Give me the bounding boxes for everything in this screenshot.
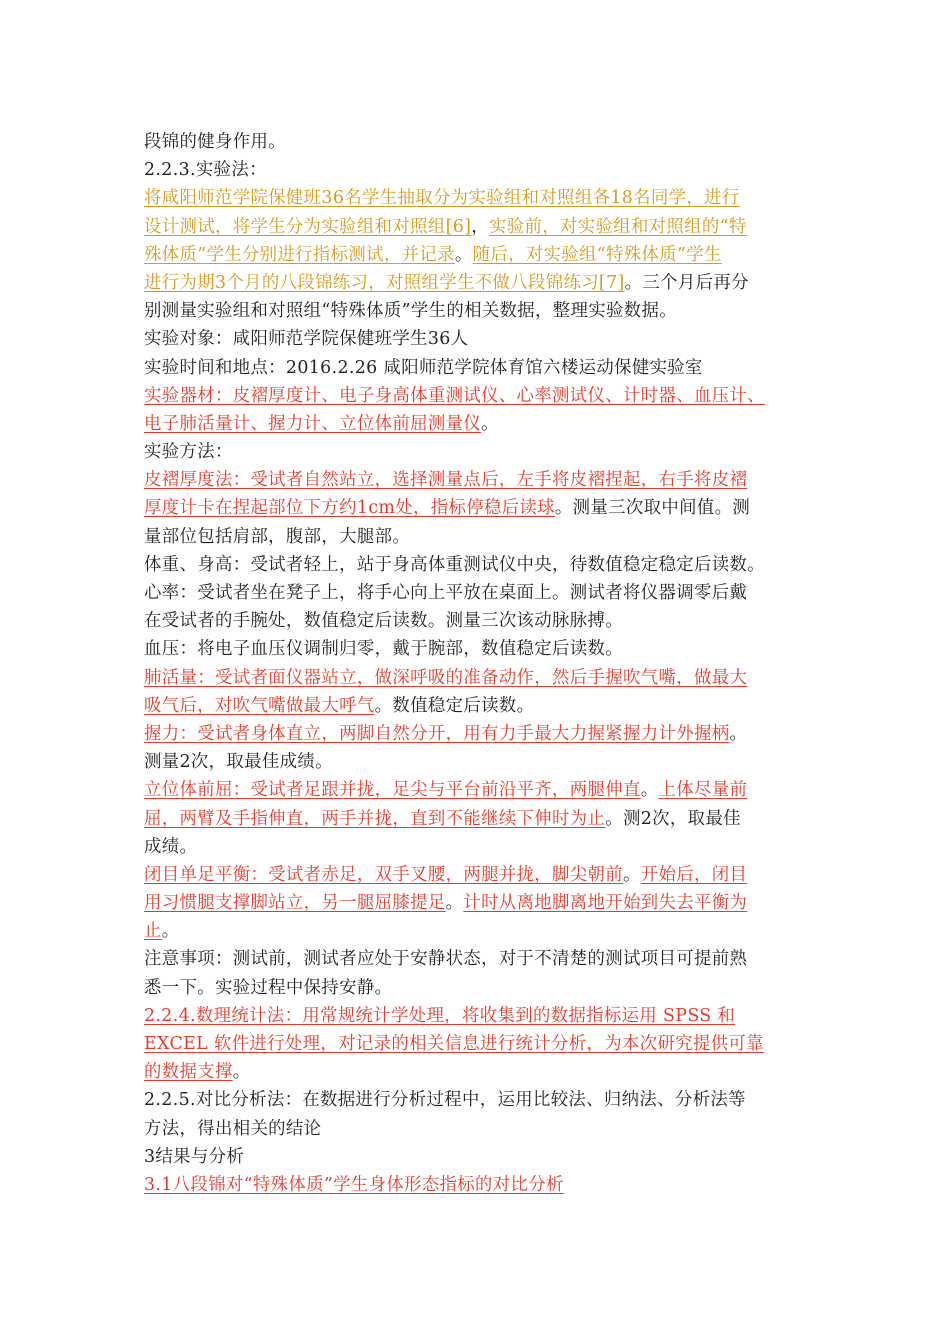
highlighted-text-yellow: 殊体质”学生分别进行指标测试，并记录 xyxy=(144,244,455,265)
text-line xyxy=(144,861,816,889)
text-line xyxy=(144,664,816,692)
text-segment: 体重、身高：受试者轻上，站于身高体重测试仪中央，待数值稳定稳定后读数。 xyxy=(144,554,765,575)
highlighted-text-red: 开始后，闭目 xyxy=(640,864,748,885)
text-line xyxy=(144,889,816,917)
text-line xyxy=(144,607,816,635)
highlighted-text-red: 的数据支撑 xyxy=(144,1062,233,1083)
text-segment: 。测量三次取中间值。测 xyxy=(554,498,751,519)
text-segment: 注意事项：测试前，测试者应处于安静状态，对于不清楚的测试项目可提前熟 xyxy=(144,949,748,970)
text-line xyxy=(144,805,816,833)
highlighted-text-red: 3.1八段锦对“特殊体质”学生身体形态指标的对比分析 xyxy=(144,1174,564,1195)
document-page xyxy=(144,128,816,1199)
text-segment: 实验时间和地点：2016.2.26 咸阳师范学院体育馆六楼运动保健实验室 xyxy=(144,357,703,378)
highlighted-text-yellow: 进行为期3个月的八段锦练习，对照组学生不做八段锦练习[7] xyxy=(144,272,625,293)
text-line xyxy=(144,1171,816,1199)
text-line xyxy=(144,551,816,579)
text-line xyxy=(144,241,816,269)
text-segment: 。测2次，取最佳 xyxy=(605,808,741,829)
text-line xyxy=(144,579,816,607)
text-line xyxy=(144,720,816,748)
text-line xyxy=(144,466,816,494)
highlighted-text-red: 立位体前屈：受试者足跟并拢，足尖与平台前沿平齐，两腿伸直 xyxy=(144,780,641,801)
text-segment: 。 xyxy=(640,780,659,801)
text-line xyxy=(144,1002,816,1030)
text-line xyxy=(144,410,816,438)
highlighted-text-yellow: 随后，对实验组“特殊体质”学生 xyxy=(472,244,722,265)
text-line xyxy=(144,128,816,156)
text-line xyxy=(144,692,816,720)
text-line xyxy=(144,635,816,663)
text-line xyxy=(144,325,816,353)
text-line xyxy=(144,1030,816,1058)
text-line xyxy=(144,213,816,241)
highlighted-text-red: 上体尽量前 xyxy=(658,780,748,801)
text-line xyxy=(144,269,816,297)
text-line xyxy=(144,917,816,945)
text-line xyxy=(144,438,816,466)
text-segment: 段锦的健身作用。 xyxy=(144,132,286,152)
highlighted-text-red: 厚度计卡在捏起部位下方约1cm处，指标停稳后读球 xyxy=(144,498,555,519)
text-segment: 。 xyxy=(161,921,180,942)
text-segment: 2.2.3.实验法： xyxy=(144,160,267,181)
text-line xyxy=(144,523,816,551)
text-segment: 在受试者的手腕处，数值稳定后读数。测量三次该动脉脉搏。 xyxy=(144,611,623,632)
text-segment: 。数值稳定后读数。 xyxy=(374,695,535,716)
text-line xyxy=(144,297,816,325)
text-line xyxy=(144,1115,816,1143)
highlighted-text-red: 肺活量：受试者面仪器站立，做深呼吸的准备动作，然后手握吹气嘴，做最大 xyxy=(144,667,748,688)
text-line xyxy=(144,494,816,522)
text-line xyxy=(144,354,816,382)
text-segment: 2.2.5.对比分析法：在数据进行分析过程中，运用比较法、归纳法、分析法等 xyxy=(144,1090,746,1111)
text-segment: 。 xyxy=(445,893,464,914)
text-segment: 。 xyxy=(232,1062,251,1083)
text-segment: 实验对象：咸阳师范学院保健班学生36人 xyxy=(144,329,469,350)
text-line xyxy=(144,156,816,184)
highlighted-text-red: 实验器材：皮褶厚度计、电子身高体重测试仪、心率测试仪、计时器、血压计、 xyxy=(144,385,765,406)
text-line xyxy=(144,184,816,212)
highlighted-text-red: 用习惯腿支撑脚站立，另一腿屈膝提足 xyxy=(144,893,446,914)
text-line xyxy=(144,776,816,804)
highlighted-text-red: 握力：受试者身体直立，两脚自然分开，用有力手最大力握紧握力计外握柄 xyxy=(144,723,730,744)
text-segment: 。 xyxy=(729,723,748,744)
text-segment: 悉一下。实验过程中保持安静。 xyxy=(144,977,393,998)
highlighted-text-red: 2.2.4.数理统计法：用常规统计学处理，将收集到的数据指标运用 SPSS 和 xyxy=(144,1005,736,1026)
text-line xyxy=(144,382,816,410)
highlighted-text-yellow: 将咸阳师范学院保健班36名学生抽取分为实验组和对照组各18名同学，进行 xyxy=(144,188,740,209)
text-segment: 3结果与分析 xyxy=(144,1146,245,1167)
text-segment: 方法，得出相关的结论 xyxy=(144,1118,322,1139)
highlighted-text-red: 电子肺活量计、握力计、立位体前屈测量仪 xyxy=(144,413,482,434)
highlighted-text-red: 屈，两臂及手指伸直，两手并拢，直到不能继续下伸时为止 xyxy=(144,808,606,829)
highlighted-text-yellow: 设计测试，将学生分为实验组和对照组[6] xyxy=(144,216,472,237)
text-segment: 测量2次，取最佳成绩。 xyxy=(144,752,333,773)
text-segment: 心率：受试者坐在凳子上，将手心向上平放在桌面上。测试者将仪器调零后戴 xyxy=(144,583,748,603)
text-segment: 。 xyxy=(481,413,499,434)
text-line xyxy=(144,1143,816,1171)
text-line xyxy=(144,748,816,776)
highlighted-text-yellow: 实验前，对实验组和对照组的“特 xyxy=(489,216,747,237)
highlighted-text-red: EXCEL 软件进行处理，对记录的相关信息进行统计分析，为本次研究提供可靠 xyxy=(144,1034,764,1054)
highlighted-text-red: 闭目单足平衡：受试者赤足，双手叉腰，两腿并拢，脚尖朝前 xyxy=(144,864,623,885)
text-segment: 量部位包括肩部，腹部，大腿部。 xyxy=(144,526,411,547)
highlighted-text-red: 止 xyxy=(144,921,162,942)
text-segment: 。三个月后再分 xyxy=(624,272,749,293)
text-segment: 别测量实验组和对照组“特殊体质”学生的相关数据，整理实验数据。 xyxy=(144,301,677,322)
text-segment: 成绩。 xyxy=(144,836,198,857)
highlighted-text-red: 皮褶厚度法：受试者自然站立，选择测量点后，左手将皮褶捏起，右手将皮褶 xyxy=(144,470,748,491)
highlighted-text-red: 计时从离地脚离地开始到失去平衡为 xyxy=(463,893,748,914)
text-line xyxy=(144,833,816,861)
highlighted-text-red: 吸气后，对吹气嘴做最大呼气 xyxy=(144,695,375,716)
text-segment: 实验方法： xyxy=(144,442,233,463)
text-line xyxy=(144,974,816,1002)
text-segment: ， xyxy=(471,216,490,237)
text-segment: 血压：将电子血压仪调制归零，戴于腕部，数值稳定后读数。 xyxy=(144,639,623,660)
text-line xyxy=(144,1058,816,1086)
text-line xyxy=(144,945,816,973)
text-segment: 。 xyxy=(623,864,641,885)
text-segment: 。 xyxy=(454,244,473,265)
text-line xyxy=(144,1086,816,1114)
